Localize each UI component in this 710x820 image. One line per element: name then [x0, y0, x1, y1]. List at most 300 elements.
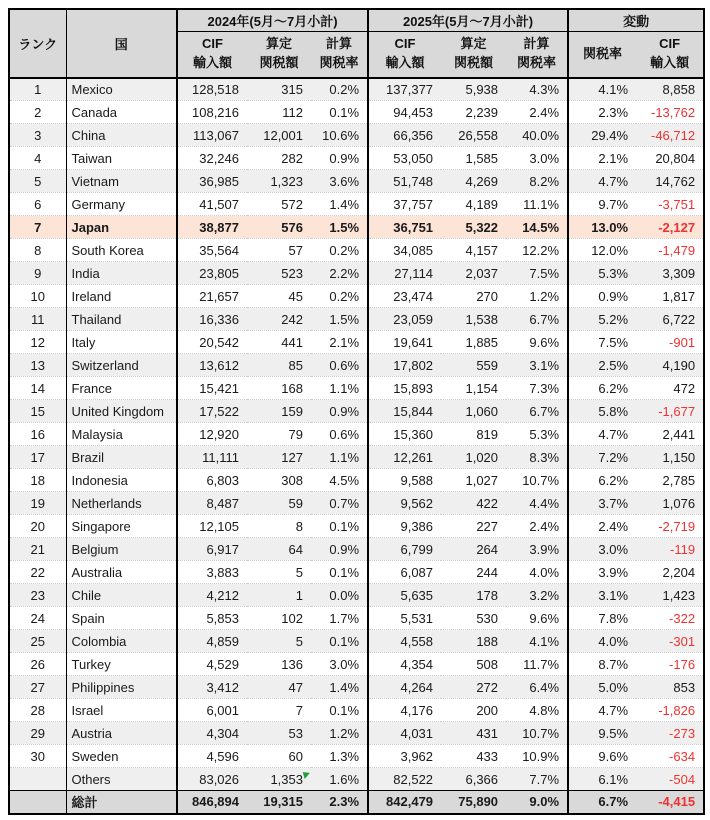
cif-2025-cell: 34,085 [368, 239, 441, 262]
duty-2024-cell: 576 [247, 216, 311, 239]
country-cell: France [66, 377, 177, 400]
table-row [9, 193, 704, 216]
rank-cell: 29 [9, 722, 66, 745]
header-cif-line2: 輸入額 [385, 55, 425, 71]
cif-2024-cell: 15,421 [177, 377, 247, 400]
change-cif-cell: -901 [636, 331, 704, 354]
duty-2025-cell: 422 [441, 492, 506, 515]
change-cif-cell: -322 [636, 607, 704, 630]
duty-2025-cell: 2,239 [441, 101, 506, 124]
change-cif-cell: -301 [636, 630, 704, 653]
cif-2025-cell: 9,386 [368, 515, 441, 538]
rate-2024-cell: 0.7% [311, 492, 368, 515]
change-cif-cell: 1,817 [636, 285, 704, 308]
cif-2025-cell: 19,641 [368, 331, 441, 354]
table-row [9, 584, 704, 607]
rate-2024-cell: 2.2% [311, 262, 368, 285]
header-cif-line1: CIF [394, 36, 416, 52]
country-cell: United Kingdom [66, 400, 177, 423]
duty-2024-cell: 12,001 [247, 124, 311, 147]
rank-cell: 26 [9, 653, 66, 676]
rate-2024-cell: 1.4% [311, 676, 368, 699]
cif-2025-cell: 4,558 [368, 630, 441, 653]
cif-2025-cell: 37,757 [368, 193, 441, 216]
country-cell: Ireland [66, 285, 177, 308]
change-cif-cell: -1,479 [636, 239, 704, 262]
rank-cell: 8 [9, 239, 66, 262]
rate-2025-cell: 11.7% [506, 653, 568, 676]
cif-2024-cell: 21,657 [177, 285, 247, 308]
cif-2024-cell: 5,853 [177, 607, 247, 630]
duty-2024-cell: 57 [247, 239, 311, 262]
change-rate-cell: 7.5% [568, 331, 636, 354]
duty-2024-cell: 572 [247, 193, 311, 216]
duty-2024-cell: 5 [247, 630, 311, 653]
country-cell: South Korea [66, 239, 177, 262]
rate-2025-cell: 9.6% [506, 331, 568, 354]
header-rate-line1: 計算 [523, 36, 550, 52]
rate-2025-cell: 11.1% [506, 193, 568, 216]
cif-2024-cell: 4,596 [177, 745, 247, 768]
rate-2025-cell: 3.1% [506, 354, 568, 377]
duty-2025-cell: 272 [441, 676, 506, 699]
cif-2024-cell: 4,859 [177, 630, 247, 653]
change-cif-cell: -2,127 [636, 216, 704, 239]
rate-2025-cell: 3.2% [506, 584, 568, 607]
rate-2024-cell: 1.1% [311, 446, 368, 469]
duty-2025-cell: 819 [441, 423, 506, 446]
change-cif-cell: 2,204 [636, 561, 704, 584]
cif-2025-cell: 3,962 [368, 745, 441, 768]
rate-2024-cell: 1.3% [311, 745, 368, 768]
change-rate-cell: 2.1% [568, 147, 636, 170]
country-cell: Switzerland [66, 354, 177, 377]
rate-2025-cell: 1.2% [506, 285, 568, 308]
duty-2025-cell: 4,189 [441, 193, 506, 216]
duty-2024-cell: 127 [247, 446, 311, 469]
cif-2025-cell: 4,176 [368, 699, 441, 722]
duty-2024-cell: 8 [247, 515, 311, 538]
duty-2024-cell: 47 [247, 676, 311, 699]
cif-2025-cell: 17,802 [368, 354, 441, 377]
table-row [9, 331, 704, 354]
cif-2025-cell: 94,453 [368, 101, 441, 124]
table-header [9, 9, 704, 78]
cif-2024-cell: 113,067 [177, 124, 247, 147]
header-rate-line2: 関税率 [319, 55, 359, 71]
rank-cell: 7 [9, 216, 66, 239]
change-rate-cell: 12.0% [568, 239, 636, 262]
cif-2024-cell: 35,564 [177, 239, 247, 262]
change-rate-cell: 6.7% [568, 791, 636, 814]
rate-2025-cell: 8.2% [506, 170, 568, 193]
rate-2025-cell: 10.7% [506, 722, 568, 745]
header-cif-line1: CIF [202, 36, 223, 52]
rank-cell: 22 [9, 561, 66, 584]
duty-2025-cell: 1,154 [441, 377, 506, 400]
cif-2025-cell: 4,031 [368, 722, 441, 745]
rank-cell [9, 791, 66, 814]
header-cif-2025 [368, 32, 441, 78]
duty-2024-cell: 7 [247, 699, 311, 722]
change-cif-cell: 20,804 [636, 147, 704, 170]
duty-2024-cell: 79 [247, 423, 311, 446]
duty-2025-cell: 431 [441, 722, 506, 745]
table-row [9, 446, 704, 469]
header-duty-line2: 関税額 [259, 55, 299, 71]
rate-2025-cell: 7.7% [506, 768, 568, 791]
header-rate-line2: 関税率 [517, 55, 557, 71]
change-rate-cell: 4.7% [568, 423, 636, 446]
rank-cell: 20 [9, 515, 66, 538]
rank-cell: 19 [9, 492, 66, 515]
rank-cell: 10 [9, 285, 66, 308]
change-rate-cell: 8.7% [568, 653, 636, 676]
rate-2024-cell: 0.1% [311, 699, 368, 722]
cif-2025-cell: 53,050 [368, 147, 441, 170]
change-cif-cell: 1,150 [636, 446, 704, 469]
rate-2024-cell: 0.6% [311, 423, 368, 446]
rate-2025-cell: 4.3% [506, 78, 568, 101]
cif-2024-cell: 83,026 [177, 768, 247, 791]
cif-2024-cell: 6,001 [177, 699, 247, 722]
header-rate-2025 [506, 32, 568, 78]
duty-2024-cell: 168 [247, 377, 311, 400]
cif-2024-cell: 32,246 [177, 147, 247, 170]
rate-2025-cell: 7.3% [506, 377, 568, 400]
duty-2025-cell: 270 [441, 285, 506, 308]
country-cell: Germany [66, 193, 177, 216]
rate-2025-cell: 12.2% [506, 239, 568, 262]
cif-2024-cell: 108,216 [177, 101, 247, 124]
duty-2024-cell: 45 [247, 285, 311, 308]
rate-2025-cell: 9.0% [506, 791, 568, 814]
rank-cell: 14 [9, 377, 66, 400]
rank-cell [9, 768, 66, 791]
table-row [9, 101, 704, 124]
rate-2025-cell: 4.0% [506, 561, 568, 584]
duty-2025-cell: 227 [441, 515, 506, 538]
duty-2025-cell: 244 [441, 561, 506, 584]
cif-2024-cell: 23,805 [177, 262, 247, 285]
rate-2024-cell: 1.5% [311, 216, 368, 239]
duty-2024-cell: 308 [247, 469, 311, 492]
rate-2024-cell: 0.2% [311, 239, 368, 262]
cif-2025-cell: 5,635 [368, 584, 441, 607]
duty-2025-cell: 5,938 [441, 78, 506, 101]
change-cif-cell: -1,826 [636, 699, 704, 722]
duty-2025-cell: 6,366 [441, 768, 506, 791]
duty-2025-cell: 188 [441, 630, 506, 653]
duty-2024-cell: 282 [247, 147, 311, 170]
change-rate-cell: 2.3% [568, 101, 636, 124]
cif-2024-cell: 41,507 [177, 193, 247, 216]
cif-2024-cell: 17,522 [177, 400, 247, 423]
rate-2024-cell: 1.1% [311, 377, 368, 400]
rate-2024-cell: 0.6% [311, 354, 368, 377]
cif-2024-cell: 4,529 [177, 653, 247, 676]
duty-2024-cell: 19,315 [247, 791, 311, 814]
rate-2024-cell: 0.9% [311, 538, 368, 561]
cif-2025-cell: 66,356 [368, 124, 441, 147]
rate-2024-cell: 0.2% [311, 78, 368, 101]
cif-2025-cell: 23,059 [368, 308, 441, 331]
rate-2025-cell: 2.4% [506, 515, 568, 538]
change-rate-cell: 0.9% [568, 285, 636, 308]
change-rate-cell: 5.0% [568, 676, 636, 699]
rank-cell: 13 [9, 354, 66, 377]
cif-2024-cell: 13,612 [177, 354, 247, 377]
country-cell: Canada [66, 101, 177, 124]
change-cif-cell: 1,423 [636, 584, 704, 607]
table-row [9, 308, 704, 331]
change-rate-cell: 3.9% [568, 561, 636, 584]
duty-2025-cell: 264 [441, 538, 506, 561]
table-row [9, 377, 704, 400]
cif-2025-cell: 12,261 [368, 446, 441, 469]
header-duty-line1: 算定 [460, 36, 487, 52]
header-rank: ランク [9, 9, 66, 78]
header-cif-2024 [177, 32, 247, 78]
change-rate-cell: 29.4% [568, 124, 636, 147]
change-rate-cell: 5.8% [568, 400, 636, 423]
header-duty-2024 [247, 32, 311, 78]
cif-2025-cell: 15,893 [368, 377, 441, 400]
rank-cell: 9 [9, 262, 66, 285]
cif-2025-cell: 82,522 [368, 768, 441, 791]
rate-2025-cell: 2.4% [506, 101, 568, 124]
rate-2024-cell: 2.3% [311, 791, 368, 814]
header-cif-line2: 輸入額 [192, 55, 232, 71]
country-cell: Vietnam [66, 170, 177, 193]
country-cell: Austria [66, 722, 177, 745]
rank-cell: 18 [9, 469, 66, 492]
country-cell: Indonesia [66, 469, 177, 492]
change-cif-cell: 8,858 [636, 78, 704, 101]
change-rate-cell: 4.7% [568, 699, 636, 722]
table-row [9, 239, 704, 262]
change-cif-cell: -2,719 [636, 515, 704, 538]
change-rate-cell: 6.2% [568, 469, 636, 492]
table-row [9, 423, 704, 446]
change-cif-cell: -13,762 [636, 101, 704, 124]
table-row [9, 354, 704, 377]
change-cif-cell: 1,076 [636, 492, 704, 515]
change-cif-cell: 2,441 [636, 423, 704, 446]
change-cif-cell: -273 [636, 722, 704, 745]
change-cif-cell: -504 [636, 768, 704, 791]
cif-2025-cell: 6,799 [368, 538, 441, 561]
country-cell: Taiwan [66, 147, 177, 170]
change-cif-cell: 4,190 [636, 354, 704, 377]
rate-2024-cell: 2.1% [311, 331, 368, 354]
table-row [9, 469, 704, 492]
change-rate-cell: 5.2% [568, 308, 636, 331]
change-rate-cell: 9.6% [568, 745, 636, 768]
table-row [9, 676, 704, 699]
header-rate-2024 [311, 32, 368, 78]
rate-2025-cell: 4.4% [506, 492, 568, 515]
rank-cell: 12 [9, 331, 66, 354]
rank-cell: 6 [9, 193, 66, 216]
change-rate-cell: 6.1% [568, 768, 636, 791]
table-row [9, 538, 704, 561]
rank-cell: 2 [9, 101, 66, 124]
table-row [9, 607, 704, 630]
duty-2025-cell: 5,322 [441, 216, 506, 239]
rate-2025-cell: 3.0% [506, 147, 568, 170]
change-cif-cell: -634 [636, 745, 704, 768]
change-rate-cell: 3.1% [568, 584, 636, 607]
rank-cell: 1 [9, 78, 66, 101]
country-cell: Thailand [66, 308, 177, 331]
change-rate-cell: 3.7% [568, 492, 636, 515]
duty-2024-cell: 85 [247, 354, 311, 377]
change-cif-cell: -3,751 [636, 193, 704, 216]
rate-2025-cell: 6.7% [506, 400, 568, 423]
table-row [9, 653, 704, 676]
duty-2024-cell: 136 [247, 653, 311, 676]
header-duty-line1: 算定 [265, 36, 292, 52]
table-row [9, 768, 704, 791]
rate-2025-cell: 9.6% [506, 607, 568, 630]
rank-cell: 21 [9, 538, 66, 561]
rank-cell: 25 [9, 630, 66, 653]
table-row [9, 216, 704, 239]
header-duty-line2: 関税額 [454, 55, 494, 71]
cif-2025-cell: 27,114 [368, 262, 441, 285]
rate-2025-cell: 6.7% [506, 308, 568, 331]
table-row [9, 630, 704, 653]
header-change-cif-line2: 輸入額 [650, 55, 690, 71]
header-country: 国 [66, 9, 177, 78]
rate-2025-cell: 5.3% [506, 423, 568, 446]
table-row [9, 262, 704, 285]
country-cell: Netherlands [66, 492, 177, 515]
rate-2025-cell: 6.4% [506, 676, 568, 699]
cif-2025-cell: 842,479 [368, 791, 441, 814]
duty-2024-cell: 441 [247, 331, 311, 354]
duty-2024-cell: 1,353 [247, 768, 311, 791]
duty-2025-cell: 508 [441, 653, 506, 676]
change-cif-cell: -4,415 [636, 791, 704, 814]
duty-2024-cell: 242 [247, 308, 311, 331]
change-rate-cell: 3.0% [568, 538, 636, 561]
change-cif-cell: 6,722 [636, 308, 704, 331]
duty-2024-cell: 5 [247, 561, 311, 584]
duty-2024-cell: 523 [247, 262, 311, 285]
cif-2024-cell: 38,877 [177, 216, 247, 239]
cif-2025-cell: 137,377 [368, 78, 441, 101]
cif-2024-cell: 3,883 [177, 561, 247, 584]
duty-2025-cell: 433 [441, 745, 506, 768]
cif-2024-cell: 4,212 [177, 584, 247, 607]
change-rate-cell: 13.0% [568, 216, 636, 239]
rank-cell: 27 [9, 676, 66, 699]
cif-2024-cell: 3,412 [177, 676, 247, 699]
table-row [9, 285, 704, 308]
cif-2025-cell: 5,531 [368, 607, 441, 630]
cif-2024-cell: 12,105 [177, 515, 247, 538]
change-rate-cell: 7.8% [568, 607, 636, 630]
cif-2024-cell: 8,487 [177, 492, 247, 515]
rate-2024-cell: 0.9% [311, 400, 368, 423]
change-rate-cell: 4.1% [568, 78, 636, 101]
country-cell: India [66, 262, 177, 285]
duty-2025-cell: 26,558 [441, 124, 506, 147]
rank-cell: 23 [9, 584, 66, 607]
rate-2024-cell: 0.9% [311, 147, 368, 170]
cif-2024-cell: 12,920 [177, 423, 247, 446]
change-cif-cell: -176 [636, 653, 704, 676]
duty-2025-cell: 1,585 [441, 147, 506, 170]
table-row [9, 492, 704, 515]
change-rate-cell: 2.5% [568, 354, 636, 377]
duty-2024-cell: 1 [247, 584, 311, 607]
duty-2024-cell: 60 [247, 745, 311, 768]
duty-2025-cell: 1,060 [441, 400, 506, 423]
change-rate-cell: 5.3% [568, 262, 636, 285]
rate-2024-cell: 0.1% [311, 101, 368, 124]
duty-2025-cell: 4,157 [441, 239, 506, 262]
cif-2025-cell: 23,474 [368, 285, 441, 308]
rate-2025-cell: 4.1% [506, 630, 568, 653]
rank-cell: 15 [9, 400, 66, 423]
cif-2024-cell: 846,894 [177, 791, 247, 814]
change-rate-cell: 4.7% [568, 170, 636, 193]
rank-cell: 16 [9, 423, 66, 446]
change-cif-cell: -119 [636, 538, 704, 561]
duty-2025-cell: 200 [441, 699, 506, 722]
cif-2024-cell: 4,304 [177, 722, 247, 745]
cif-2025-cell: 9,588 [368, 469, 441, 492]
rate-2024-cell: 4.5% [311, 469, 368, 492]
cif-2025-cell: 4,264 [368, 676, 441, 699]
rate-2024-cell: 1.7% [311, 607, 368, 630]
duty-2025-cell: 1,885 [441, 331, 506, 354]
change-cif-cell: 2,785 [636, 469, 704, 492]
table-row [9, 515, 704, 538]
duty-2025-cell: 1,020 [441, 446, 506, 469]
rank-cell: 17 [9, 446, 66, 469]
change-rate-cell: 7.2% [568, 446, 636, 469]
cif-2024-cell: 20,542 [177, 331, 247, 354]
duty-2024-cell: 159 [247, 400, 311, 423]
rate-2025-cell: 14.5% [506, 216, 568, 239]
header-group-2025: 2025年(5月～7月小計) [368, 9, 568, 32]
country-cell: Israel [66, 699, 177, 722]
duty-2025-cell: 178 [441, 584, 506, 607]
header-change-rate: 関税率 [568, 32, 636, 78]
rate-2025-cell: 10.9% [506, 745, 568, 768]
country-cell: Australia [66, 561, 177, 584]
rate-2024-cell: 3.6% [311, 170, 368, 193]
change-cif-cell: 3,309 [636, 262, 704, 285]
change-rate-cell: 6.2% [568, 377, 636, 400]
cif-2024-cell: 6,803 [177, 469, 247, 492]
country-cell: Brazil [66, 446, 177, 469]
cif-2024-cell: 16,336 [177, 308, 247, 331]
rank-cell: 4 [9, 147, 66, 170]
duty-2025-cell: 75,890 [441, 791, 506, 814]
rate-2024-cell: 0.2% [311, 285, 368, 308]
change-cif-cell: 853 [636, 676, 704, 699]
rate-2024-cell: 1.2% [311, 722, 368, 745]
country-cell: Italy [66, 331, 177, 354]
table-row [9, 722, 704, 745]
duty-2024-cell: 53 [247, 722, 311, 745]
rate-2025-cell: 10.7% [506, 469, 568, 492]
